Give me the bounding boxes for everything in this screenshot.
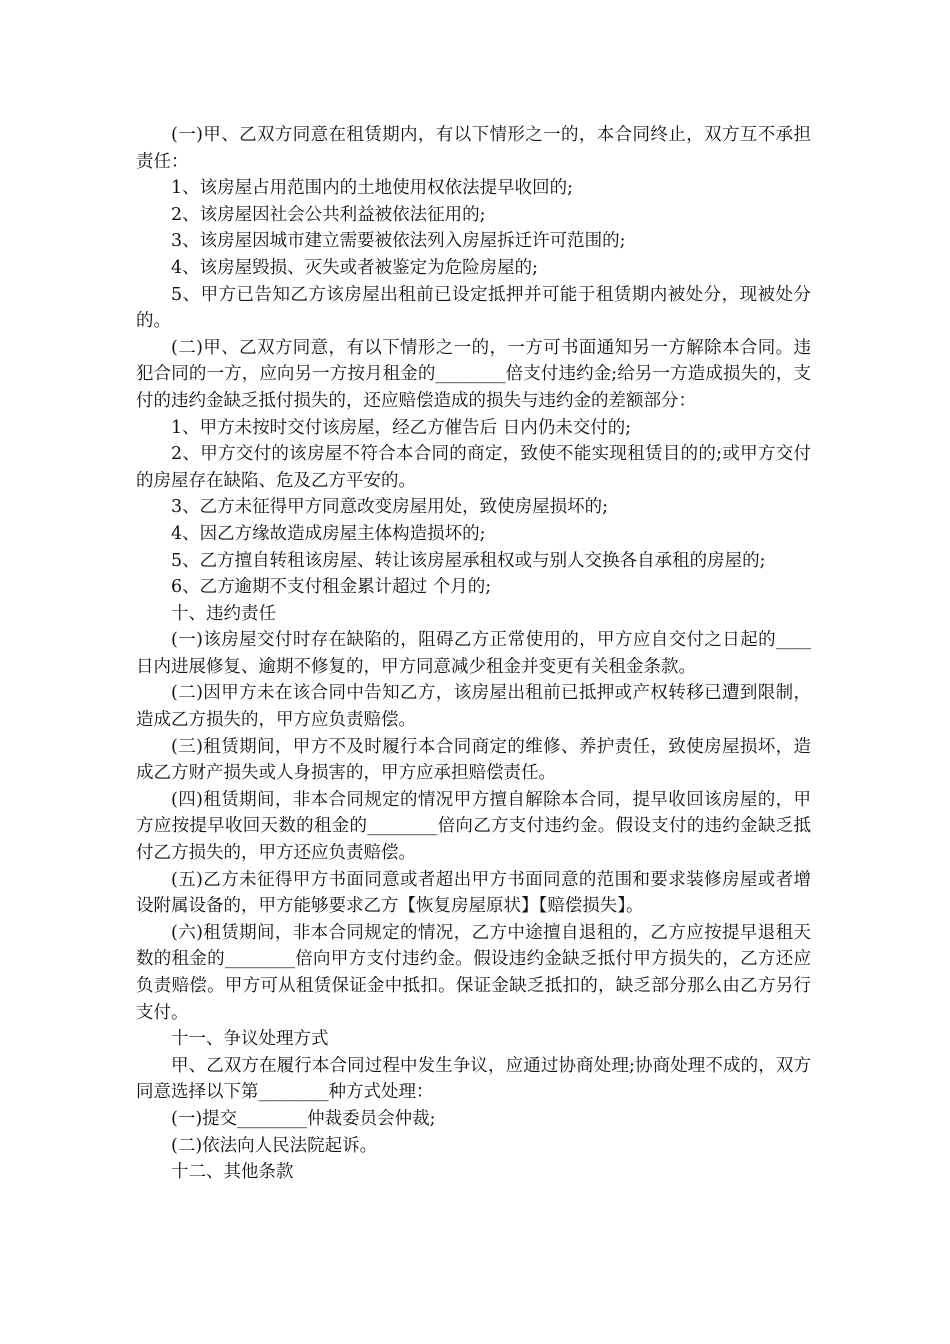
paragraph-liability-1: (一)该房屋交付时存在缺陷的，阻碍乙方正常使用的，甲方应自交付之日起的____日内进展修复、逾期不修复的，甲方同意减少租金并变更有关租金条款。 xyxy=(136,630,811,677)
paragraph-item-4: 4、该房屋毁损、灭失或者被鉴定为危险房屋的; xyxy=(171,257,539,278)
paragraph-liability-2: (二)因甲方未在该合同中告知乙方，该房屋出租前已抵押或产权转移已遭到限制，造成乙方损失的，甲方应负责赔偿。 xyxy=(136,683,811,731)
document-body xyxy=(136,122,811,1186)
paragraph-item-2: 2、该房屋因社会公共利益被依法征用的; xyxy=(171,204,486,225)
paragraph-liability-3: (三)租赁期间，甲方不及时履行本合同商定的维修、养护责任，致使房屋损坏，造成乙方财产损失或人身损害的，甲方应承担赔偿责任。 xyxy=(136,736,811,784)
paragraph-item-3: 3、该房屋因城市建立需要被依法列入房屋拆迁许可范围的; xyxy=(171,231,626,252)
paragraph-item-1: 1、该房屋占用范围内的土地使用权依法提早收回的; xyxy=(171,178,574,199)
paragraph-dispute-option-1: (一)提交________仲裁委员会仲裁; xyxy=(171,1108,436,1129)
paragraph-dispute-intro: 甲、乙双方在履行本合同过程中发生争议，应通过协商处理;协商处理不成的，双方同意选择以下第________种方式处理： xyxy=(136,1055,811,1103)
paragraph-rescission-item-5: 5、乙方擅自转租该房屋、转让该房屋承租权或与别人交换各自承租的房屋的; xyxy=(171,550,766,571)
paragraph-rescission-item-4: 4、因乙方缘故造成房屋主体构造损坏的; xyxy=(171,523,486,544)
paragraph-rescission-clause: (二)甲、乙双方同意，有以下情形之一的，一方可书面通知另一方解除本合同。违犯合同的一方，应向另一方按月租金的________倍支付违约金;给另一方造成损失的，支付的违约金缺乏抵付损失的，还应赔偿造成的损失与违约金的差额部分： xyxy=(136,337,811,411)
section-heading-other-terms: 十二、其他条款 xyxy=(171,1162,294,1183)
section-heading-dispute: 十一、争议处理方式 xyxy=(171,1029,329,1050)
paragraph-item-5: 5、甲方已告知乙方该房屋出租前已设定抵押并可能于租赁期内被处分，现被处分的。 xyxy=(136,284,811,332)
paragraph-liability-6: (六)租赁期间，非本合同规定的情况，乙方中途擅自退租的，乙方应按提早退租天数的租金的________倍向甲方支付违约金。假设违约金缺乏抵付甲方损失的，乙方还应负责赔偿。甲方可从租赁保证金中抵扣。保证金缺乏抵扣的，缺乏部分那么由乙方另行支付。 xyxy=(136,922,811,1023)
paragraph-termination-clause: (一)甲、乙双方同意在租赁期内，有以下情形之一的，本合同终止，双方互不承担责任： xyxy=(136,125,811,172)
paragraph-dispute-option-2: (二)依法向人民法院起诉。 xyxy=(171,1135,378,1156)
paragraph-liability-5: (五)乙方未征得甲方书面同意或者超出甲方书面同意的范围和要求装修房屋或者增设附属设备的，甲方能够要求乙方【恢复房屋原状】【赔偿损失】。 xyxy=(136,869,811,917)
paragraph-rescission-item-2: 2、甲方交付的该房屋不符合本合同的商定，致使不能实现租赁目的的;或甲方交付的房屋存在缺陷、危及乙方平安的。 xyxy=(136,444,811,491)
paragraph-rescission-item-6: 6、乙方逾期不支付租金累计超过 个月的; xyxy=(171,577,492,598)
paragraph-liability-4: (四)租赁期间，非本合同规定的情况甲方擅自解除本合同，提早收回该房屋的，甲方应按提早收回天数的租金的________倍向乙方支付违约金。假设支付的违约金缺乏抵付乙方损失的，甲方还应负责赔偿。 xyxy=(136,789,811,864)
paragraph-rescission-item-3: 3、乙方未征得甲方同意改变房屋用处，致使房屋损坏的; xyxy=(171,497,609,518)
paragraph-rescission-item-1: 1、甲方未按时交付该房屋，经乙方催告后 日内仍未交付的; xyxy=(171,417,632,438)
section-heading-liability: 十、违约责任 xyxy=(171,603,276,624)
